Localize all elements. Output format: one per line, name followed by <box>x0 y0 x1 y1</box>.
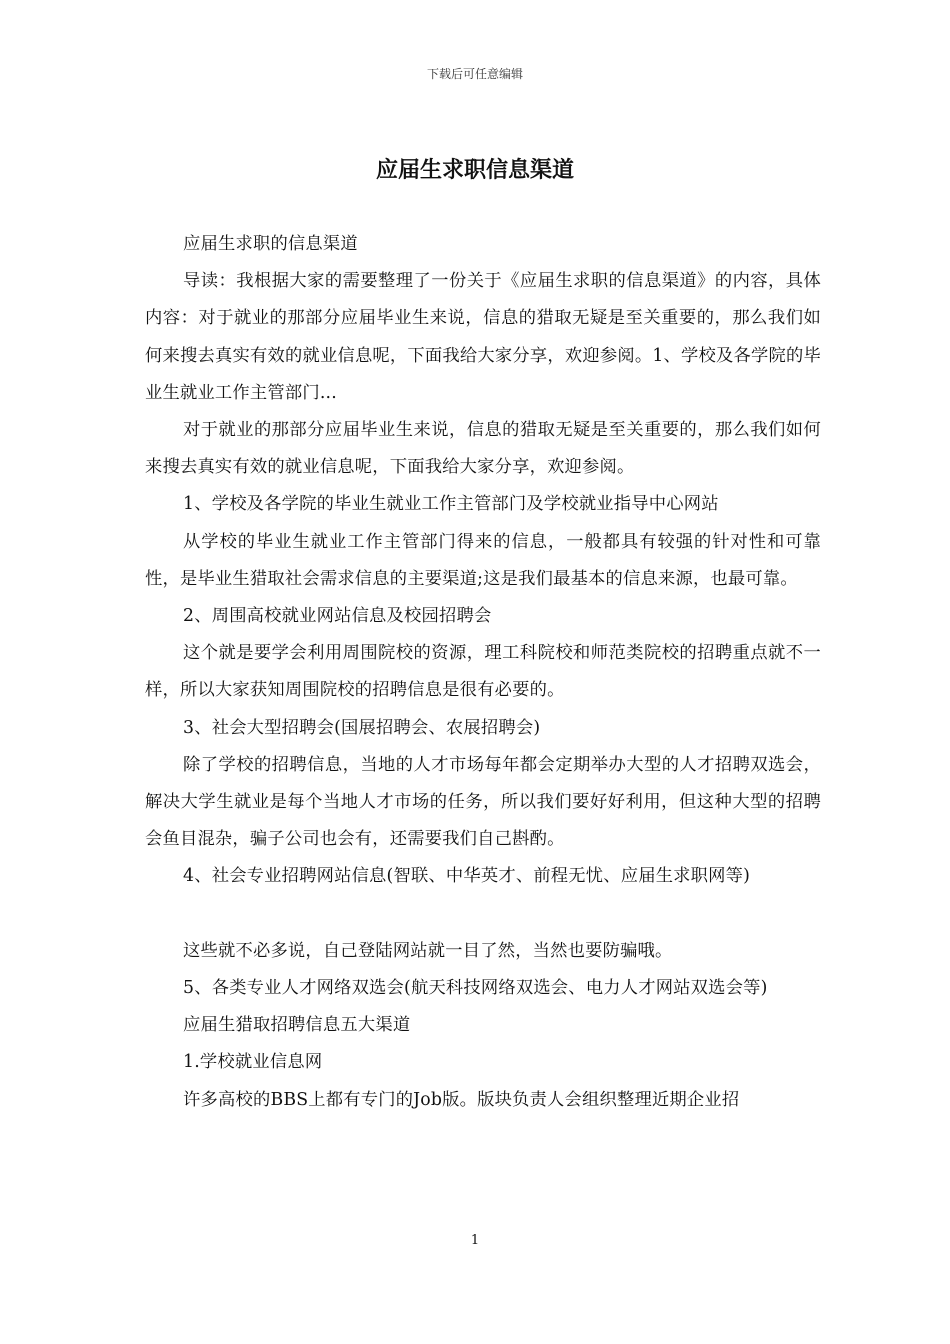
page-header: 下载后可任意编辑 <box>426 67 523 81</box>
body-paragraph: 这些就不必多说，自己登陆网站就一目了然，当然也要防骗哦。 <box>183 940 673 961</box>
body-paragraph: 这个就是要学会利用周围院校的资源，理工科院校和师范类院校的招聘重点就不一样，所以大家获知周围院校的招聘信息是很有必要的。 <box>145 643 821 701</box>
body-paragraph: 从学校的毕业生就业工作主管部门得来的信息，一般都具有较强的针对性和可靠性，是毕业生猎取社会需求信息的主要渠道;这是我们最基本的信息来源，也最可靠。 <box>145 531 821 589</box>
subtitle-paragraph: 应届生求职的信息渠道 <box>183 234 358 254</box>
intro-paragraph: 导读：我根据大家的需要整理了一份关于《应届生求职的信息渠道》的内容，具体内容：对于就业的那部分应届毕业生来说，信息的猎取无疑是至关重要的，那么我们如何来搜去真实有效的就业信息呢，下面我给大家分享，欢迎参阅。1、学校及各学院的毕业生就业工作主管部门... <box>145 271 821 403</box>
body-paragraph: 许多高校的BBS上都有专门的Job版。版块负责人会组织整理近期企业招 <box>183 1089 740 1110</box>
section-heading-3: 3、社会大型招聘会(国展招聘会、农展招聘会) <box>183 717 541 738</box>
body-paragraph: 对于就业的那部分应届毕业生来说，信息的猎取无疑是至关重要的，那么我们如何来搜去真实有效的就业信息呢，下面我给大家分享，欢迎参阅。 <box>145 420 821 478</box>
section-heading-1: 1、学校及各学院的毕业生就业工作主管部门及学校就业指导中心网站 <box>183 494 719 515</box>
document-title: 应届生求职信息渠道 <box>375 157 574 183</box>
document-body <box>145 226 821 1119</box>
section-heading-2: 2、周围高校就业网站信息及校园招聘会 <box>183 606 492 627</box>
section-heading-4: 4、社会专业招聘网站信息(智联、中华英才、前程无忧、应届生求职网等) <box>183 866 751 887</box>
list-heading-1: 1.学校就业信息网 <box>183 1052 323 1073</box>
body-paragraph: 除了学校的招聘信息，当地的人才市场每年都会定期举办大型的人才招聘双选会，解决大学生就业是每个当地人才市场的任务，所以我们要好好利用，但这种大型的招聘会鱼目混杂，骗子公司也会有，还需要我们自己斟酌。 <box>145 754 821 850</box>
subheading-paragraph: 应届生猎取招聘信息五大渠道 <box>183 1015 411 1036</box>
section-heading-5: 5、各类专业人才网络双选会(航天科技网络双选会、电力人才网站双选会等) <box>183 978 768 999</box>
page-number: 1 <box>470 1233 480 1248</box>
